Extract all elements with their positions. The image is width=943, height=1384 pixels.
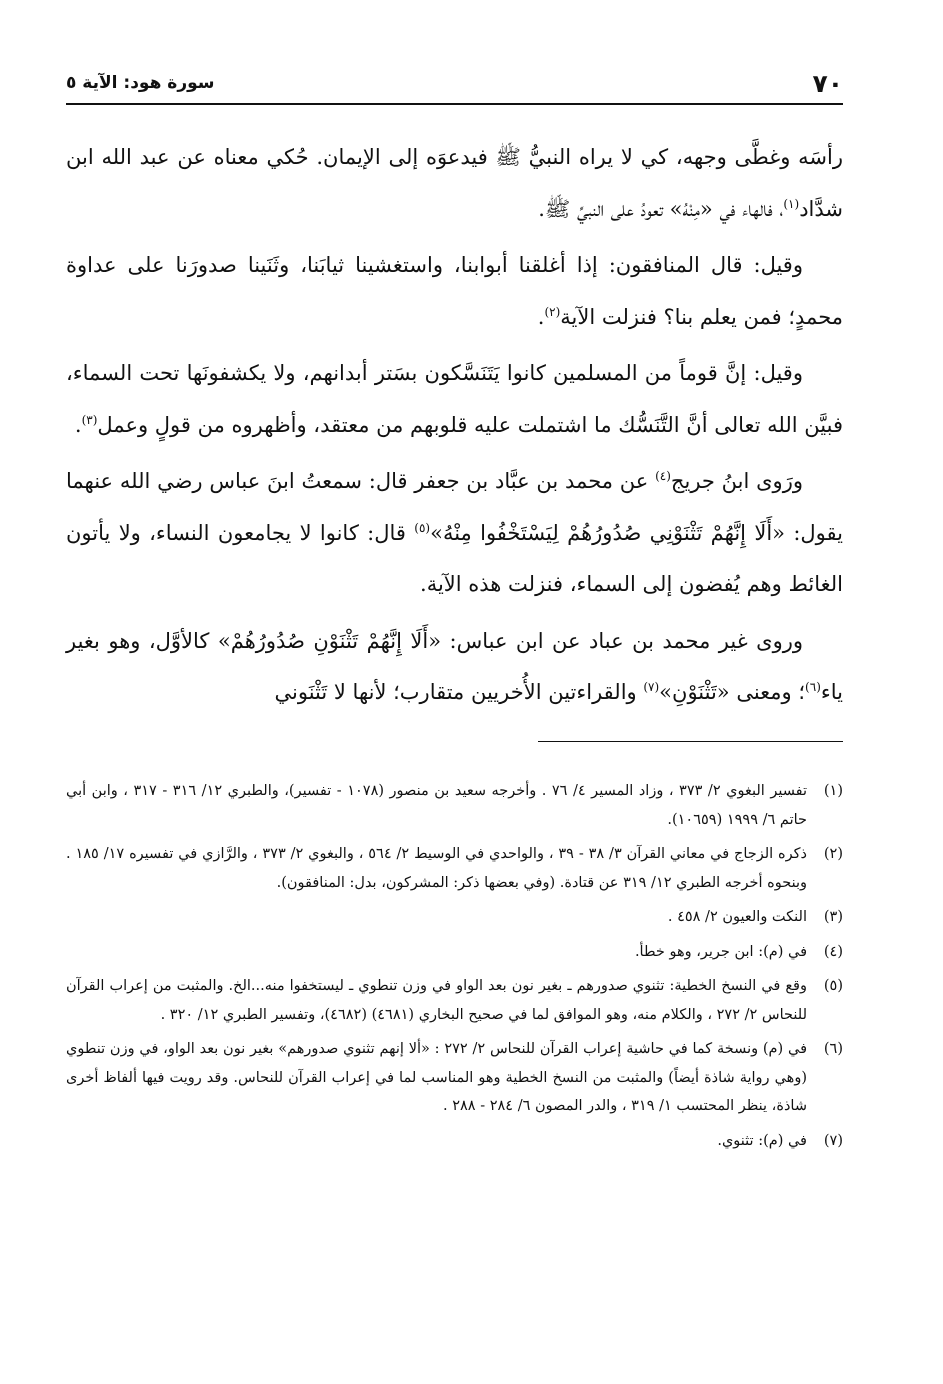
footnote-ref: (٣) xyxy=(81,412,98,427)
paragraph-2 xyxy=(66,240,843,343)
paragraph-text: عن محمد بن عبَّاد بن جعفر قال: سمعتُ ابنَ عباس رضي الله عنهما يقول: «أَلَا إِنَّهُمْ تَثْنَوْنِي صُدُورُهُمْ لِيَسْتَخْفُوا مِنْهُ» xyxy=(66,469,843,545)
paragraph-text: قال: كانوا لا يجامعون النساء، ولا يأتون الغائط وهم يُفضون إلى السماء، فنزلت هذه الآية. xyxy=(66,520,843,596)
paragraph-text: وقيل: إنَّ قوماً من المسلمين كانوا يَتَنَسَّكون بسَتر أبدانهم، ولا يكشفونَها تحت السماء، فبيَّن الله تعالى أنَّ التَّنَسُّك ما اشتملت عليه قلوبهم من معتقد، وأظهروه من قولٍ وعمل xyxy=(66,361,843,437)
footnote-text: في (م): تثنوي. xyxy=(717,1132,807,1149)
footnote-number: (٦) xyxy=(823,1041,843,1057)
paragraph-5 xyxy=(66,616,843,719)
page-number: ٧٠ xyxy=(812,68,843,98)
footnote-ref: (٤) xyxy=(655,469,671,483)
paragraph-3 xyxy=(66,348,843,451)
footnote-3 xyxy=(66,903,843,932)
footnote-4 xyxy=(66,938,843,967)
footnote-5 xyxy=(66,972,843,1029)
main-text xyxy=(66,132,843,724)
footnote-number: (٢) xyxy=(823,846,843,862)
paragraph-text: وقيل: قال المنافقون: إذا أغلقنا أبوابنا، واستغشينا ثيابَنا، وثَنَينا صدورَنا على عداوة محمدٍ؛ فمن يعلم بنا؟ فنزلت الآية xyxy=(66,253,843,329)
footnote-number: (٣) xyxy=(823,909,843,925)
footnote-7 xyxy=(66,1127,843,1156)
footnote-text: وقع في النسخ الخطية: تثنوي صدورهم ـ بغير نون بعد الواو في وزن تنطوي ـ ليستخفوا منه...الخ. والمثبت من إعراب القرآن للنحاس ٢/ ٢٧٢ ، والكلام منه، وهو الموافق لما في صحيح البخاري (٤٦٨١) (٤٦٨٢)، وتفسير الطبري ١٢/ ٣٢٠ . xyxy=(66,978,807,1023)
header-divider xyxy=(66,103,843,105)
footnote-1 xyxy=(66,777,843,834)
paragraph-text: ؛ ومعنى «تَثْنَوْنِ» xyxy=(659,680,806,704)
footnotes-divider xyxy=(538,741,843,742)
footnote-ref: (٧) xyxy=(643,680,660,694)
footnote-number: (١) xyxy=(823,783,843,799)
paragraph-text: . xyxy=(537,304,545,329)
footnote-ref: (٦) xyxy=(805,680,821,694)
paragraph-text: رأسَه وغطَّى وجهه، كي لا يراه النبيُّ ﷺ فيدعوَه إلى الإيمان. حُكي معناه عن عبد الله ابن شدَّاد xyxy=(66,145,843,221)
footnote-text: ذكره الزجاج في معاني القرآن ٣/ ٣٨ - ٣٩ ، والواحدي في الوسيط ٢/ ٥٦٤ ، والبغوي ٢/ ٣٧٣ ، والرَّازي في تفسيره ١٧/ ١٨٥ . وبنحوه أخرجه الطبري ١٢/ ٣١٩ عن قتادة. (وفي بعضها ذكر: المشركون، بدل: المنافقون). xyxy=(66,846,808,891)
paragraph-1 xyxy=(66,132,843,235)
paragraph-4 xyxy=(66,456,843,611)
footnotes xyxy=(66,777,843,1161)
paragraph-text: . xyxy=(74,412,82,437)
footnote-number: (٥) xyxy=(823,978,843,994)
footnote-text: في (م) ونسخة كما في حاشية إعراب القرآن للنحاس ٢/ ٢٧٢ : «ألا إنهم تثنوي صدورهم» بغير نون بعد الواو، في وزن تنطوي (وهي رواية شاذة أيضاً) والمثبت من النسخ الخطية وهو المناسب لما في إعراب القرآن للنحاس. وقد رويت فيها ألفاظ أخرى شاذة، ينظر المحتسب ١/ ٣١٩ ، والدر المصون ٦/ ٢٨٤ - ٢٨٨ . xyxy=(66,1041,807,1114)
paragraph-text: ، فالهاء في «مِنْهُ» تعودُ على النبيِّ ﷺ. xyxy=(538,196,784,221)
footnote-ref: (١) xyxy=(783,196,800,211)
page-header xyxy=(66,62,843,104)
footnote-6 xyxy=(66,1035,843,1121)
footnote-number: (٤) xyxy=(823,943,843,960)
footnote-text: تفسير البغوي ٢/ ٣٧٣ ، وزاد المسير ٤/ ٧٦ . وأخرجه سعيد بن منصور (١٠٧٨ - تفسير)، والطبري ١٢/ ٣١٦ - ٣١٧ ، وابن أبي حاتم ٦/ ١٩٩٩ (١٠٦٥٩). xyxy=(66,783,807,828)
running-title: سورة هود: الآية ٥ xyxy=(66,73,215,93)
footnote-text: في (م): ابن جرير، وهو خطأ. xyxy=(634,943,807,960)
footnote-ref: (٢) xyxy=(544,304,561,319)
paragraph-text: والقراءتين الأُخريين متقارب؛ لأنها لا تَثْنَوني xyxy=(274,680,644,704)
paragraph-text: ورَوى ابنُ جريج xyxy=(670,469,803,493)
footnote-ref: (٥) xyxy=(414,520,431,535)
paragraph-text: وروى غير محمد بن عباد عن ابن عباس: «أَلَا إِنَّهُمْ تَثْنَوْنِ صُدُورُهُمْ» كالأوَّل، وهو بغير ياء xyxy=(66,628,843,704)
footnote-2 xyxy=(66,840,843,897)
footnote-text: النكت والعيون ٢/ ٤٥٨ . xyxy=(667,909,807,925)
footnote-number: (٧) xyxy=(823,1132,843,1149)
